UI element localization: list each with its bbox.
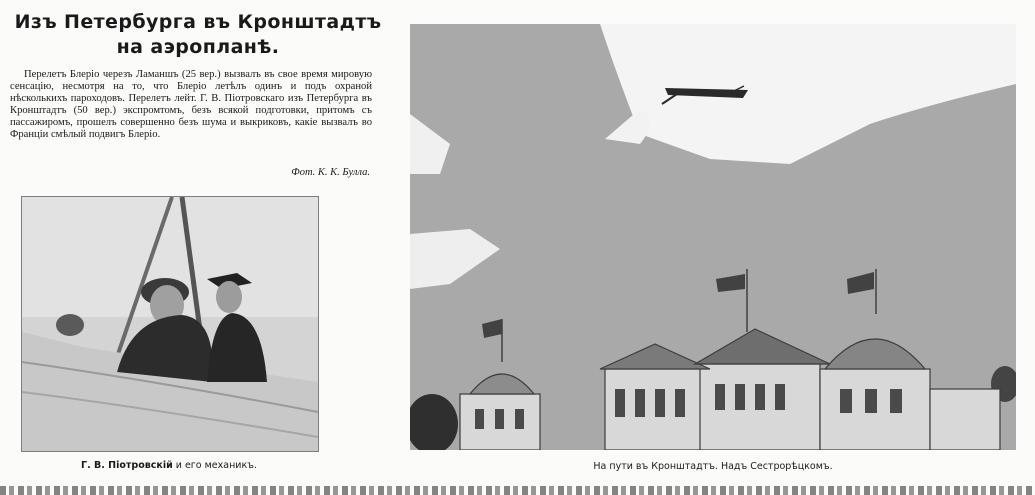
photo-credit: Фот. К. К. Булла. — [291, 167, 370, 178]
photo-aviator-and-mechanic — [21, 196, 319, 452]
cropped-next-line — [0, 486, 1035, 495]
photo-aviator-image — [22, 197, 318, 451]
photo-sestroretsk-image — [410, 24, 1016, 450]
title-line-1: Изъ Петербурга въ Кронштадтъ — [14, 11, 382, 33]
article-title — [6, 10, 390, 60]
right-photo-caption: На пути въ Кронштадтъ. Надъ Сестрорѣцкомъ. — [593, 461, 833, 472]
caption-aviator-name: Г. В. Піотровскій — [81, 460, 173, 471]
photo-flight-over-sestroretsk — [410, 24, 1016, 450]
title-line-2: на аэропланѣ. — [116, 36, 280, 58]
left-photo-caption — [21, 460, 317, 471]
article-body: Перелетъ Блеріо черезъ Ламаншъ (25 вер.) вызвалъ въ свое время мировую сенсацію, несмотря на то, что Блеріо летѣлъ одинъ и подъ охраной нѣсколькихъ пароходовъ. Перелетъ лейт. Г. В. Піотровскаго изъ Петербурга въ Кронштадтъ (50 вер.) экспромтомъ, безъ всякой подготовки, притомъ съ пассажиромъ, прошелъ совершенно безъ шума и выкриковъ, какіе вызвалъ во Франціи смѣлый подвигъ Блеріо. — [10, 69, 372, 140]
caption-aviator-rest: и его механикъ. — [172, 460, 257, 471]
